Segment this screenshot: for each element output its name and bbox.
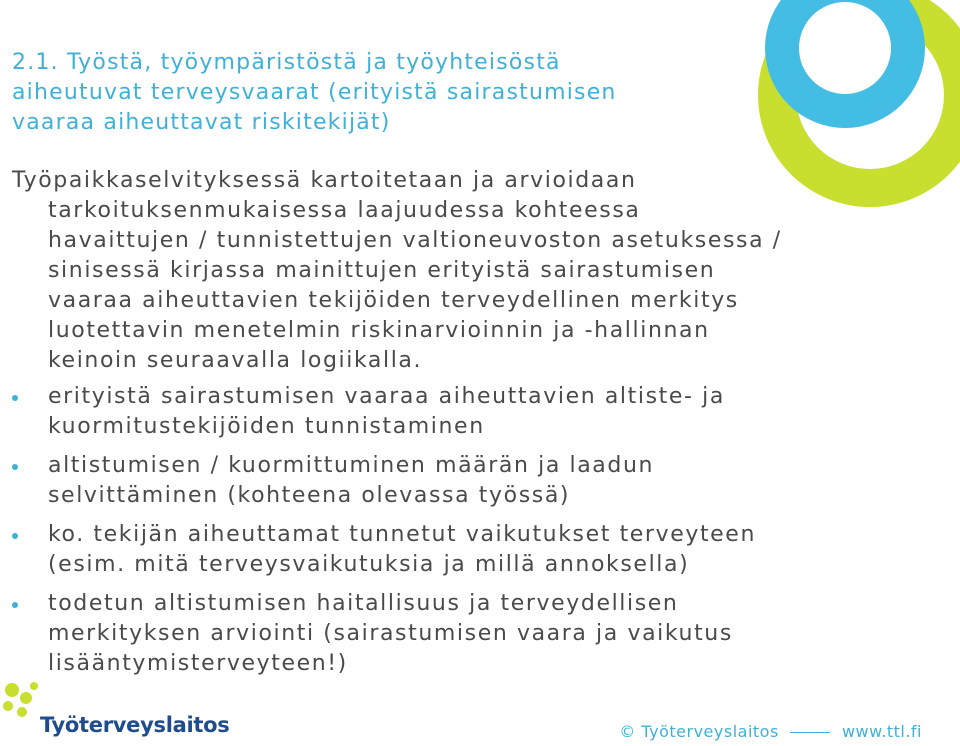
footer-divider (790, 732, 830, 733)
bullet-text: selvittäminen (kohteena olevassa työssä) (48, 483, 571, 508)
intro-line: havaittujen / tunnistettujen valtioneuvoston asetuksessa / (48, 228, 782, 253)
bullet-dot-icon (12, 464, 18, 470)
bullet-dot-icon (12, 602, 18, 608)
intro-paragraph (12, 166, 892, 376)
logo-wordmark: Työterveyslaitos (40, 713, 230, 737)
bullet-text: kuormitustekijöiden tunnistaminen (48, 414, 485, 439)
blue-circle-cutout (799, 2, 891, 94)
slide-title (12, 48, 732, 138)
intro-line: sinisessä kirjassa mainittujen erityistä sairastumisen (48, 258, 716, 283)
list-item (12, 382, 892, 442)
bullet-dot-icon (12, 533, 18, 539)
list-item (12, 451, 892, 511)
footer (619, 722, 922, 741)
footer-url: www.ttl.fi (841, 722, 922, 741)
title-line-2: aiheutuvat terveysvaarat (erityistä sairastumisen (12, 80, 617, 105)
list-item (12, 589, 892, 679)
title-line-3: vaaraa aiheuttavat riskitekijät) (12, 110, 391, 135)
bullet-text: merkityksen arviointi (sairastumisen vaara ja vaikutus (48, 621, 733, 646)
list-item (12, 520, 892, 580)
intro-line: vaaraa aiheuttavien tekijöiden terveydellinen merkitys (48, 288, 739, 313)
bullet-text: altistumisen / kuormittuminen määrän ja laadun (48, 453, 655, 478)
bullet-text: (esim. mitä terveysvaikutuksia ja millä annoksella) (48, 552, 690, 577)
bullet-text: todetun altistumisen haitallisuus ja terveydellisen (48, 591, 679, 616)
title-line-1: 2.1. Työstä, työympäristöstä ja työyhteisöstä (12, 50, 561, 75)
intro-line: tarkoituksenmukaisessa laajuudessa kohteessa (48, 198, 641, 223)
bullet-text: erityistä sairastumisen vaaraa aiheuttavien altiste- ja (48, 384, 725, 409)
intro-line: luotettavin menetelmin riskinarvioinnin ja -hallinnan (48, 318, 710, 343)
bullet-text: lisääntymisterveyteen!) (48, 651, 348, 676)
intro-line: keinoin seuraavalla logiikalla. (48, 348, 423, 373)
footer-copyright: © Työterveyslaitos (619, 722, 779, 741)
bullet-text: ko. tekijän aiheuttamat tunnetut vaikutukset terveyteen (48, 522, 756, 547)
intro-line: Työpaikkaselvityksessä kartoitetaan ja arvioidaan (12, 168, 637, 193)
bullet-dot-icon (12, 395, 18, 401)
bullet-list (12, 382, 892, 688)
